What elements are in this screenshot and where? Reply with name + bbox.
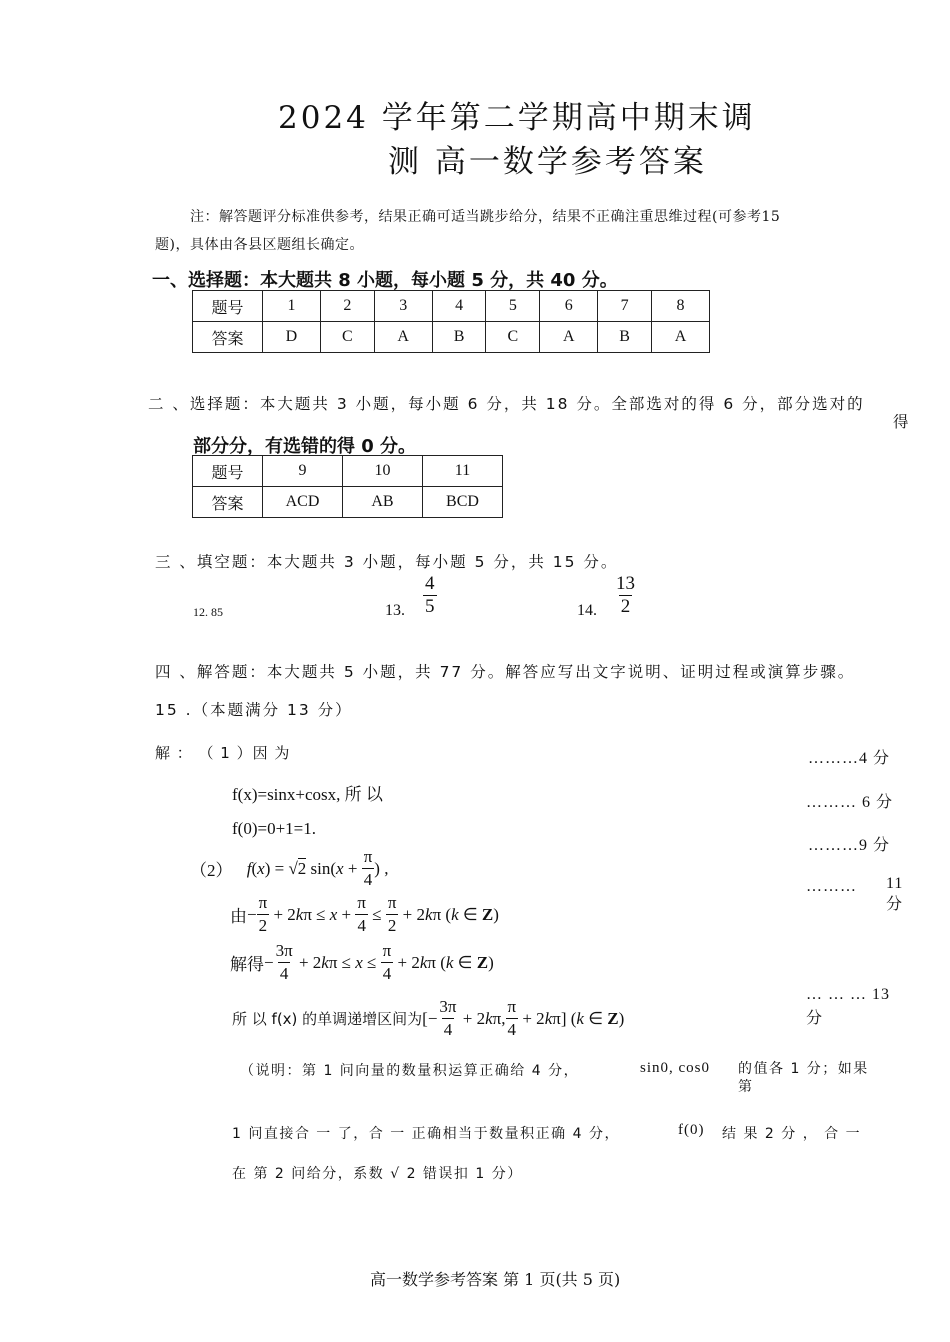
table-cell: C (486, 322, 540, 353)
remark-line1-tail2: 第 (738, 1079, 752, 1095)
section4-heading: 四 、解答题：本大题共 5 小题，共 77 分。解答应写出文字说明、证明过程或演算步骤。 (155, 663, 856, 681)
by-label: 由 (230, 907, 247, 927)
section1-heading: 一、选择题：本大题共 8 小题，每小题 5 分，共 40 分。 (152, 270, 618, 291)
page-title-line2: 测 高一数学参考答案 (388, 144, 707, 180)
solve-label: 解得 (230, 955, 264, 975)
table-cell: C (320, 322, 374, 353)
interval-label: 所 以 f(x) 的单调递增区间为 (232, 1010, 423, 1028)
table-cell: 3 (374, 291, 432, 322)
page-title-line1: 2024 学年第二学期高中期末调 (278, 100, 756, 136)
fraction-denominator: 5 (425, 596, 435, 617)
section2-heading-line2: 部分分，有选错的得 0 分。 (193, 436, 417, 457)
formula-solution-range: 解得 − $\frac{3\pi}{4}$ + 2kπ ≤ x ≤ $\frac{\pi}{4}$ + 2kπ (k ∈ Z) (230, 941, 494, 983)
table-cell: 5 (486, 291, 540, 322)
row-label-answer: 答案 (193, 487, 263, 518)
row-label-number: 题号 (193, 291, 263, 322)
remark-line3: 在 第 2 问给分，系数 √ 2 错误扣 1 分） (232, 1166, 523, 1182)
table-cell: 8 (652, 291, 710, 322)
table-cell: 6 (540, 291, 598, 322)
answer-13-label: 13. (385, 602, 405, 619)
page-footer: 高一数学参考答案 第 1 页(共 5 页) (370, 1270, 621, 1289)
score-11-dots: ……… (806, 878, 857, 895)
answer-12: 12. 85 (193, 605, 223, 619)
answer-13-fraction (423, 573, 437, 618)
formula-inequality: 由 − $\frac{\pi}{2}$ + 2kπ ≤ x + $\frac{\pi}{4}$ ≤ $\frac{\pi}{2}$ + 2kπ (k ∈ Z) (230, 893, 499, 935)
table-row (193, 322, 710, 353)
table-cell: 10 (343, 456, 423, 487)
line-f0: f(0)=0+1=1. (232, 819, 316, 838)
answer-14-fraction (614, 573, 637, 618)
table-cell: 9 (263, 456, 343, 487)
fraction-denominator: 2 (620, 596, 631, 617)
score-9: ………9 分 (808, 837, 891, 854)
table-cell: 11 (423, 456, 503, 487)
table-cell: BCD (423, 487, 503, 518)
table-cell: B (598, 322, 652, 353)
remark-line2-math: f(0) (678, 1122, 705, 1138)
table-cell: B (432, 322, 486, 353)
answer-14-label: 14. (577, 602, 597, 619)
section3-heading: 三 、填空题：本大题共 3 小题，每小题 5 分，共 15 分。 (155, 553, 619, 571)
table-cell: A (374, 322, 432, 353)
part2-label: （2） (190, 861, 233, 880)
table-row (193, 291, 710, 322)
section1-answer-table (192, 290, 710, 353)
remark-line1-tail: 的值各 1 分；如果 (738, 1061, 869, 1077)
row-label-answer: 答案 (193, 322, 263, 353)
table-cell: AB (343, 487, 423, 518)
score-6: ……… 6 分 (806, 794, 894, 811)
note-line2: 题)，具体由各县区题组长确定。 (155, 237, 364, 253)
remark-line2-tail: 结 果 2 分 ， 合 一 (722, 1126, 862, 1142)
table-cell: A (652, 322, 710, 353)
score-13-unit: 分 (806, 1010, 824, 1027)
section2-answer-table (192, 455, 503, 518)
table-cell: A (540, 322, 598, 353)
fraction-numerator: 13 (616, 573, 635, 594)
table-cell: 1 (263, 291, 321, 322)
score-4: ………4 分 (808, 750, 891, 767)
table-cell: D (263, 322, 321, 353)
table-cell: 7 (598, 291, 652, 322)
fraction-numerator: 4 (425, 573, 435, 594)
section2-heading-tail: 得 (893, 413, 911, 431)
table-cell: 2 (320, 291, 374, 322)
remark-line1-math: sin0, cos0 (640, 1060, 710, 1076)
score-13-dots: … … … 13 (806, 986, 890, 1003)
score-11-num: 11 (886, 875, 904, 892)
solution-start: 解 ： （ 1 ）因 为 (155, 744, 291, 762)
remark-line1: （说明：第 1 问向量的数量积运算正确给 4 分， (240, 1063, 580, 1079)
table-cell: ACD (263, 487, 343, 518)
remark-line2: 1 问直接合 一 了，合 一 正确相当于数量积正确 4 分， (232, 1126, 620, 1142)
section2-heading: 二 、选择题：本大题共 3 小题，每小题 6 分，共 18 分。全部选对的得 6 分，部分选对的 (148, 395, 865, 413)
table-row (193, 456, 503, 487)
table-row (193, 487, 503, 518)
formula-increasing-interval: 所 以 f(x) 的单调递增区间为 [− $\frac{3\pi}{4}$ + 2kπ, $\frac{\pi}{4}$ + 2kπ] (k ∈ Z) (232, 997, 625, 1039)
note-line1: 注：解答题评分标准供参考，结果正确可适当跳步给分，结果不正确注重思维过程(可参考15 (190, 209, 781, 225)
score-11-unit: 分 (886, 896, 904, 913)
question-15-title: 15 .（本题满分 13 分） (155, 701, 353, 719)
formula-fx-sqrt2: （2） f(x) = √2 sin(x + $\frac{\pi}{4}$ ) , (190, 847, 389, 889)
table-cell: 4 (432, 291, 486, 322)
row-label-number: 题号 (193, 456, 263, 487)
line-fx: f(x)=sinx+cosx, 所 以 (232, 785, 383, 804)
